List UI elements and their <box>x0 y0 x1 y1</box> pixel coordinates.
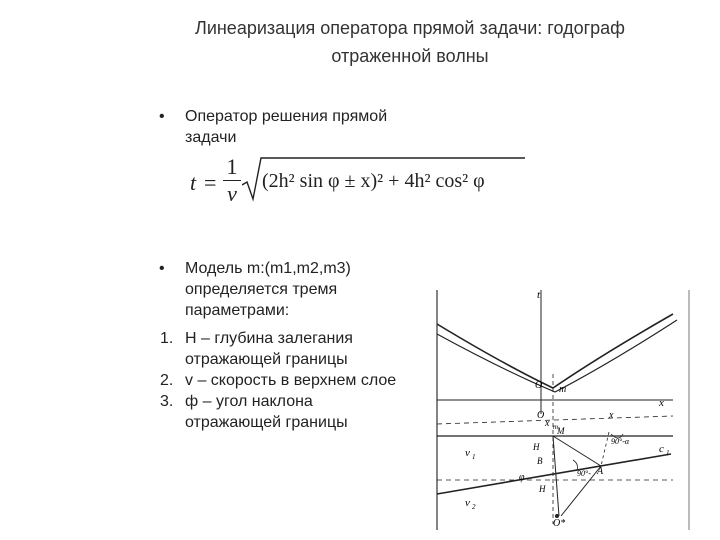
bullet-text-line: задачи <box>185 129 237 146</box>
list-text-line: отражающей границы <box>185 414 348 431</box>
fraction-numerator: 1 <box>226 154 238 179</box>
slide-title <box>120 14 700 70</box>
formula-equals: = <box>204 170 217 195</box>
label-x-mid: x <box>609 410 614 421</box>
list-number: 2. <box>160 372 174 389</box>
bullet-dot: • <box>159 108 165 125</box>
label-m-top: m <box>559 384 567 395</box>
bullet-text-line: параметрами: <box>185 302 290 319</box>
hodograph-curve-upper <box>437 314 673 388</box>
label-M: M <box>557 426 565 436</box>
label-phi: φ <box>519 472 525 483</box>
list-text-line: H – глубина залегания <box>185 330 353 347</box>
hodograph-figure <box>433 284 693 530</box>
label-O-top: O <box>535 380 543 391</box>
t-axis-label: t <box>537 289 541 301</box>
fraction-denominator: v <box>227 181 237 206</box>
label-x-m: x <box>545 418 550 429</box>
x-axis-label: x <box>659 397 664 409</box>
hodograph-curve-lower <box>437 320 677 392</box>
parameter-list <box>160 328 430 433</box>
list-text-line: ф – угол наклона <box>185 393 313 410</box>
label-H2: H <box>539 484 546 494</box>
label-v1: v <box>465 447 470 459</box>
image-point <box>555 514 559 518</box>
bullet-model <box>159 258 435 321</box>
list-item <box>160 370 430 391</box>
label-c1-sub: 1 <box>666 449 670 457</box>
list-number: 1. <box>160 330 174 347</box>
label-x-m-sub: m <box>553 423 559 431</box>
bullet-dot: • <box>159 260 165 277</box>
label-O-star: O* <box>553 518 566 529</box>
ray-incident <box>553 436 601 466</box>
traveltime-formula <box>190 153 530 213</box>
formula-radicand: (2h² sin φ ± x)² + 4h² cos² φ <box>262 170 485 192</box>
list-item <box>160 391 430 433</box>
label-H1: H <box>533 442 540 452</box>
label-O-mid: O <box>537 410 545 421</box>
label-A: A <box>597 466 604 477</box>
formula-fraction <box>223 155 241 206</box>
title-line-1: Линеаризация оператора прямой задачи: годограф <box>195 18 625 38</box>
label-v1-sub: 1 <box>472 453 476 461</box>
formula-lhs: t <box>190 170 197 195</box>
list-text-line: v – скорость в верхнем слое <box>185 372 397 389</box>
label-B: B <box>537 456 543 466</box>
bullet-text-line: определяется тремя <box>185 281 338 298</box>
label-v2: v <box>465 497 470 509</box>
title-line-2: отраженной волны <box>331 46 489 66</box>
label-angle-2: 90°- <box>577 469 591 478</box>
list-item <box>160 328 430 370</box>
list-number: 3. <box>160 393 174 410</box>
bullet-text-line: Оператор решения прямой <box>185 108 388 125</box>
bullet-forward-operator <box>159 106 435 148</box>
label-c1: c <box>659 443 664 455</box>
bullet-text-line: Модель m:(m1,m2,m3) <box>185 260 351 277</box>
ray-dashed <box>601 432 609 466</box>
ray-normal <box>553 436 559 516</box>
label-angle-1: 90°-α <box>611 437 630 446</box>
label-v2-sub: 2 <box>472 503 476 511</box>
list-text-line: отражающей границы <box>185 351 348 368</box>
